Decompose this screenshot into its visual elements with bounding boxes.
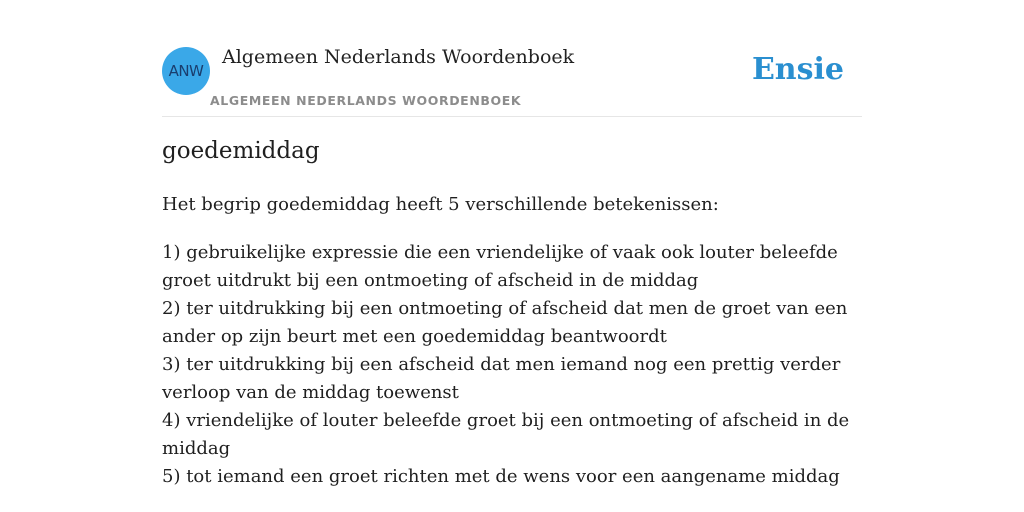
entry-intro: Het begrip goedemiddag heeft 5 verschillende betekenissen: bbox=[162, 194, 719, 215]
entry-word: goedemiddag bbox=[162, 138, 320, 164]
source-title[interactable]: Algemeen Nederlands Woordenboek bbox=[222, 46, 575, 68]
definition-item: 5) tot iemand een groet richten met de wens voor een aangename middag bbox=[162, 466, 840, 487]
source-header bbox=[162, 0, 862, 117]
source-subtitle: ALGEMEEN NEDERLANDS WOORDENBOEK bbox=[210, 93, 522, 108]
definition-item: 4) vriendelijke of louter beleefde groet bij een ontmoeting of afscheid in de middag bbox=[162, 410, 850, 459]
anw-logo[interactable] bbox=[162, 47, 210, 95]
definition-item: 1) gebruikelijke expressie die een vriendelijke of vaak ook louter beleefde groet uitdrukt bij een ontmoeting of afscheid in de middag bbox=[162, 242, 838, 291]
definition-item: 3) ter uitdrukking bij een afscheid dat men iemand nog een prettig verder verloop van de middag toewenst bbox=[162, 354, 841, 403]
logo-text: ANW bbox=[168, 62, 204, 80]
ensie-logo[interactable]: Ensie bbox=[751, 52, 844, 87]
entry-card bbox=[162, 0, 862, 512]
definitions-list bbox=[162, 239, 862, 491]
definition-item: 2) ter uitdrukking bij een ontmoeting of afscheid dat men de groet van een ander op zijn beurt met een goedemiddag beantwoordt bbox=[162, 298, 848, 347]
